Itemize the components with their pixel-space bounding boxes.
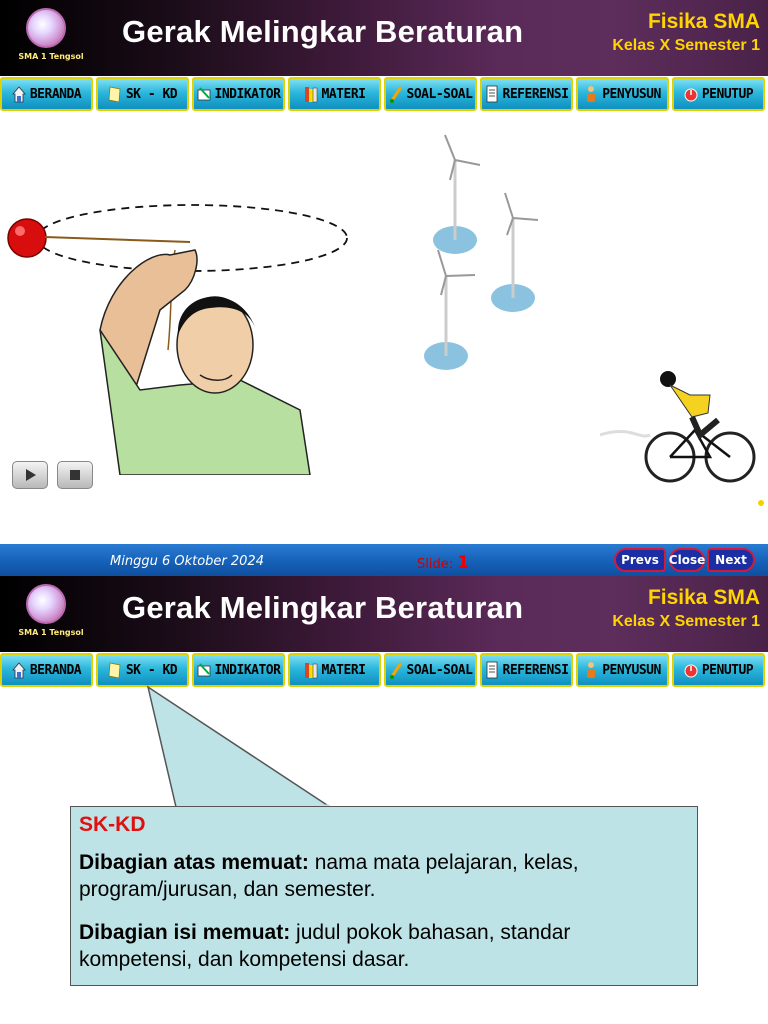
callout-para2-bold: Dibagian isi memuat: <box>79 921 291 944</box>
page-title: Gerak Melingkar Beraturan <box>122 590 524 625</box>
nav-skkd-label: SK - KD <box>125 86 178 102</box>
skkd-callout <box>70 806 698 986</box>
callout-paragraph-2 <box>79 919 689 973</box>
callout-para1-text: nama mata pelajaran, kelas, program/jurusan, dan semester. <box>79 851 579 901</box>
nav-materi-label: MATERI <box>321 662 366 678</box>
nav-indikator-label: INDIKATOR <box>214 86 281 102</box>
nav-referensi-label: REFERENSI <box>502 662 569 678</box>
footer-date: Minggu 6 Oktober 2024 <box>110 554 264 569</box>
class-label: Kelas X Semester 1 <box>612 613 760 630</box>
nav-penutup-label: PENUTUP <box>701 662 754 678</box>
nav-soal-label: SOAL-SOAL <box>406 86 473 102</box>
prev-button[interactable]: Prevs <box>614 548 666 572</box>
subject-label: Fisika SMA <box>647 586 760 609</box>
logo-caption: SMA 1 Tengsol <box>18 52 84 61</box>
next-button[interactable]: Next <box>707 548 755 572</box>
nav-penyusun-label: PENYUSUN <box>602 86 661 102</box>
page-title: Gerak Melingkar Beraturan <box>122 14 524 49</box>
callout-paragraph-1 <box>79 849 689 903</box>
nav-soal-label: SOAL-SOAL <box>406 662 473 678</box>
nav-skkd-label: SK - KD <box>125 662 178 678</box>
nav-penutup-label: PENUTUP <box>701 86 754 102</box>
nav-beranda-label: BERANDA <box>29 86 82 102</box>
nav-referensi-label: REFERENSI <box>502 86 569 102</box>
nav-materi-label: MATERI <box>321 86 366 102</box>
nav-indikator-label: INDIKATOR <box>214 662 281 678</box>
nav-beranda-label: BERANDA <box>29 662 82 678</box>
logo-caption: SMA 1 Tengsol <box>18 628 84 637</box>
callout-para2-text: judul pokok bahasan, standar kompetensi, dan kompetensi dasar. <box>79 921 571 971</box>
callout-para1-bold: Dibagian atas memuat: <box>79 851 309 874</box>
class-label: Kelas X Semester 1 <box>612 37 760 54</box>
slide-counter-label: Slide: <box>417 557 454 572</box>
close-button[interactable]: Close <box>669 548 705 572</box>
callout-heading: SK-KD <box>79 813 146 836</box>
nav-penyusun-label: PENYUSUN <box>602 662 661 678</box>
slide-counter-number: 1 <box>457 553 470 573</box>
subject-label: Fisika SMA <box>647 10 760 33</box>
